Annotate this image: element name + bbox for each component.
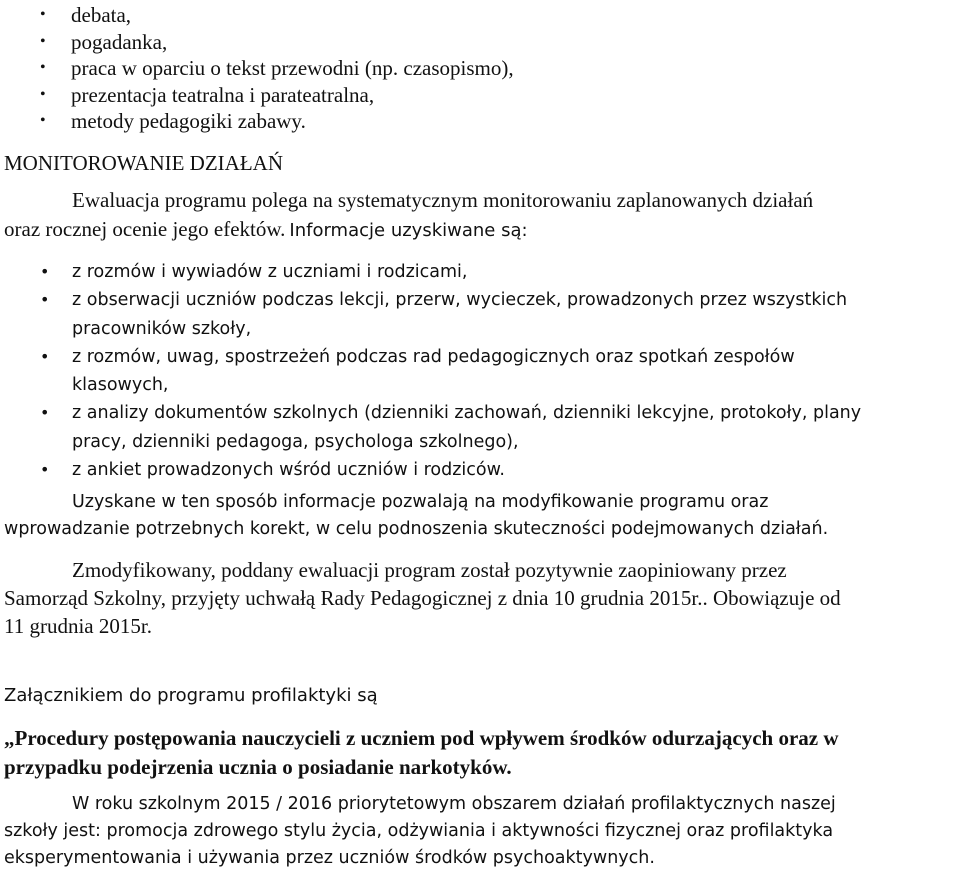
bullet-icon: • (40, 85, 46, 103)
list-item-text: prezentacja teatralna i parateatralna, (71, 82, 375, 107)
modified-paragraph-line-3: 11 grudnia 2015r. (4, 614, 152, 638)
priority-paragraph-line-3: eksperymentowania i używania przez uczniów środków psychoaktywnych. (4, 848, 655, 868)
procedure-title-line-2: przypadku podejrzenia ucznia o posiadanie narkotyków. (4, 755, 512, 779)
bullet-icon: • (40, 32, 46, 50)
bullet-icon: • (40, 6, 46, 23)
list-item-text: z rozmów, uwag, spostrzeżeń podczas rad pedagogicznych oraz spotkań zespołów (72, 346, 795, 367)
sources-list (40, 258, 955, 484)
bullet-icon: • (40, 59, 46, 76)
procedure-title-line-1: „Procedury postępowania nauczycieli z uczniem pod wpływem środków odurzających oraz w (4, 726, 839, 750)
list-item (40, 343, 955, 400)
list-item-text-cont: klasowych, (72, 375, 169, 396)
priority-paragraph-line-1: W roku szkolnym 2015 / 2016 priorytetowym obszarem działań profilaktycznych naszej (72, 794, 836, 814)
info-paragraph-line-2: wprowadzanie potrzebnych korekt, w celu podnoszenia skuteczności podejmowanych działań. (4, 519, 829, 539)
list-item-text: z ankiet prowadzonych wśród uczniów i rodziców. (72, 460, 505, 481)
list-item-text-cont: pracowników szkoły, (72, 318, 252, 339)
list-item-text-cont: pracy, dzienniki pedagoga, psychologa szkolnego), (72, 431, 519, 452)
bullet-icon: • (40, 112, 46, 129)
list-item (40, 286, 955, 343)
bullet-icon: • (40, 346, 50, 366)
intro-line-1: Ewaluacja programu polega na systematycznym monitorowaniu zaplanowanych działań (72, 188, 814, 212)
list-item-text: debata, (71, 3, 132, 27)
section-heading: MONITOROWANIE DZIAŁAŃ (4, 151, 283, 175)
attachment-intro: Załącznikiem do programu profilaktyki są (4, 685, 378, 706)
list-item-text: z rozmów i wywiadów z uczniami i rodzicami, (72, 262, 468, 282)
intro-line-2 (4, 217, 528, 242)
list-item (40, 399, 955, 456)
list-item-text: pogadanka, (71, 29, 168, 54)
modified-paragraph-line-1: Zmodyfikowany, poddany ewaluacji program został pozytywnie zaopiniowany przez (72, 558, 787, 582)
bullet-icon: • (40, 403, 50, 423)
list-item (40, 456, 955, 484)
modified-paragraph-line-2: Samorząd Szkolny, przyjęty uchwałą Rady Pedagogicznej z dnia 10 grudnia 2015r.. Obowiązuje od (4, 586, 841, 610)
list-item-text: metody pedagogiki zabawy. (71, 109, 306, 133)
bullet-icon: • (40, 290, 50, 310)
list-item (40, 258, 955, 286)
intro-line-2-text: oraz rocznej ocenie jego efektów. (4, 217, 286, 241)
list-item-text: praca w oparciu o tekst przewodni (np. czasopismo), (71, 56, 514, 80)
bullet-icon: • (40, 262, 50, 281)
info-paragraph-line-1: Uzyskane w ten sposób informacje pozwalają na modyfikowanie programu oraz (72, 492, 769, 512)
bullet-icon: • (40, 460, 50, 480)
list-item-text: z obserwacji uczniów podczas lekcji, przerw, wycieczek, prowadzonych przez wszystkich (72, 290, 848, 311)
list-item-text: z analizy dokumentów szkolnych (dzienniki zachowań, dzienniki lekcyjne, protokoły, plany (72, 403, 862, 424)
info-sources-label: Informacje uzyskiwane są: (289, 220, 528, 241)
priority-paragraph-line-2: szkoły jest: promocja zdrowego stylu życia, odżywiania i aktywności fizycznej oraz profilaktyka (4, 821, 834, 841)
